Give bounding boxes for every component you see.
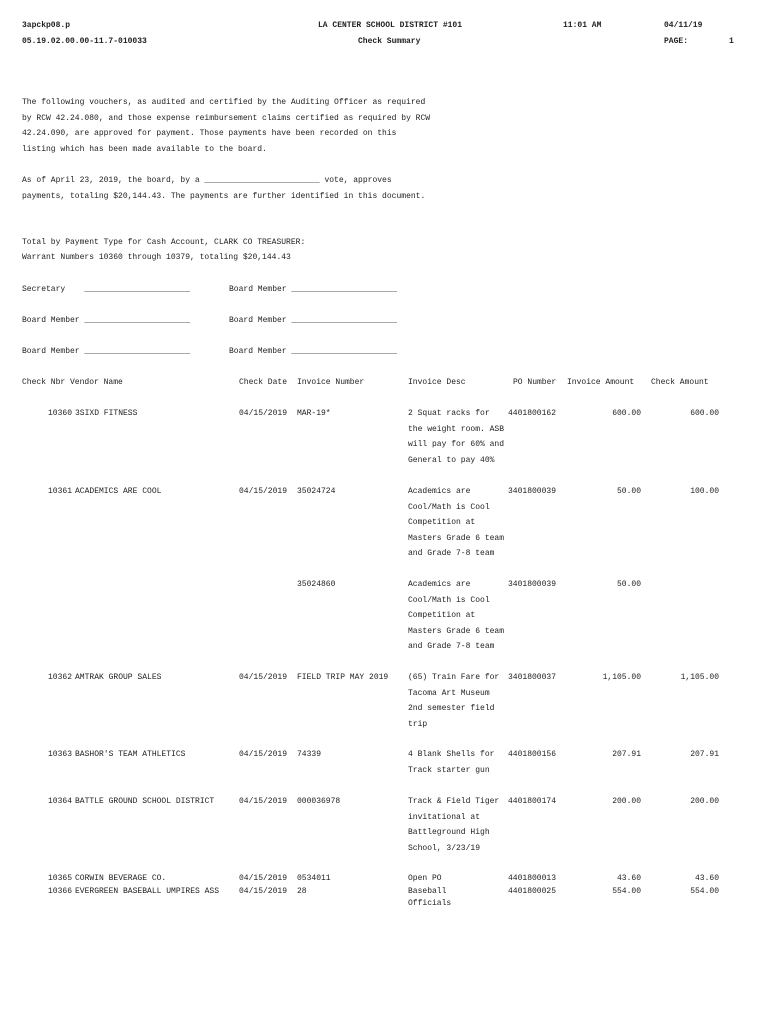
invoice-desc: Track & Field Tiger invitational at Battleground High School, 3/23/19 xyxy=(408,797,500,853)
invoice-number: 35024860 xyxy=(297,580,336,589)
signature-line-board-member: Board Member ______________________ xyxy=(229,347,398,356)
invoice-number: 74339 xyxy=(297,750,322,759)
invoice-number: MAR-19* xyxy=(297,409,331,418)
totals-line-2: Warrant Numbers 10360 through 10379, totaling $20,144.43 xyxy=(22,253,291,262)
vendor-name: BATTLE GROUND SCHOOL DISTRICT xyxy=(75,797,215,806)
header-check-date: Check Date xyxy=(239,378,288,387)
check-amount: 207.91 xyxy=(690,750,719,759)
po-number: 3401800039 xyxy=(508,487,557,496)
invoice-desc: Open PO xyxy=(408,874,442,883)
check-date: 04/15/2019 xyxy=(239,409,288,418)
po-number: 4401800013 xyxy=(508,874,557,883)
invoice-desc: Academics are Cool/Math is Cool Competition at Masters Grade 6 team and Grade 7-8 team xyxy=(408,580,505,651)
po-number: 4401800156 xyxy=(508,750,557,759)
program-version: 05.19.02.00.00-11.7-010033 xyxy=(22,37,147,46)
check-number: 10365 xyxy=(47,874,72,883)
check-date: 04/15/2019 xyxy=(239,750,288,759)
signature-line-board-member: Board Member ______________________ xyxy=(22,316,191,325)
vendor-name: 3SIXD FITNESS xyxy=(75,409,138,418)
header-po-number: PO Number xyxy=(513,378,557,387)
vendor-name: ACADEMICS ARE COOL xyxy=(75,487,162,496)
invoice-amount: 50.00 xyxy=(616,487,641,496)
check-date: 04/15/2019 xyxy=(239,673,288,682)
check-amount: 200.00 xyxy=(690,797,719,806)
invoice-amount: 554.00 xyxy=(612,887,641,896)
header-invoice-amount: Invoice Amount xyxy=(567,378,635,387)
header-invoice-desc: Invoice Desc xyxy=(408,378,466,387)
invoice-desc: Academics are Cool/Math is Cool Competition at Masters Grade 6 team and Grade 7-8 team xyxy=(408,487,505,558)
district-name: LA CENTER SCHOOL DISTRICT #101 xyxy=(318,21,463,30)
invoice-amount: 200.00 xyxy=(612,797,641,806)
report-time: 11:01 AM xyxy=(563,21,602,30)
header-invoice-number: Invoice Number xyxy=(297,378,365,387)
invoice-amount: 1,105.00 xyxy=(602,673,641,682)
vendor-name: BASHOR'S TEAM ATHLETICS xyxy=(75,750,186,759)
check-number: 10362 xyxy=(47,673,72,682)
signature-line-board-member: Board Member ______________________ xyxy=(229,316,398,325)
signature-line-secretary: Secretary ______________________ xyxy=(22,285,191,294)
check-amount: 100.00 xyxy=(690,487,719,496)
check-number: 10364 xyxy=(47,797,72,806)
invoice-desc: 2 Squat racks for the weight room. ASB will pay for 60% and General to pay 40% xyxy=(408,409,505,465)
check-amount: 1,105.00 xyxy=(680,673,719,682)
vendor-name: EVERGREEN BASEBALL UMPIRES ASS xyxy=(75,887,220,896)
signature-line-board-member: Board Member ______________________ xyxy=(22,347,191,356)
check-date: 04/15/2019 xyxy=(239,887,288,896)
check-date: 04/15/2019 xyxy=(239,487,288,496)
invoice-number: FIELD TRIP MAY 2019 xyxy=(297,673,389,682)
check-amount: 600.00 xyxy=(690,409,719,418)
check-date: 04/15/2019 xyxy=(239,874,288,883)
invoice-desc: Baseball Officials xyxy=(408,887,452,908)
invoice-desc: (65) Train Fare for Tacoma Art Museum 2nd semester field trip xyxy=(408,673,500,729)
check-date: 04/15/2019 xyxy=(239,797,288,806)
check-amount: 43.60 xyxy=(694,874,719,883)
check-number: 10366 xyxy=(47,887,72,896)
check-number: 10361 xyxy=(47,487,72,496)
invoice-number: 35024724 xyxy=(297,487,336,496)
header-check-amount: Check Amount xyxy=(651,378,709,387)
certification-paragraph: The following vouchers, as audited and certified by the Auditing Officer as required by RCW 42.24.080, and those expense reimbursement claims certified as required by RCW 42.24.090, are approved for payment. Those payments have been recorded on this listing which has been made available to the board. xyxy=(22,98,431,154)
invoice-number: 28 xyxy=(297,887,307,896)
invoice-amount: 207.91 xyxy=(612,750,641,759)
totals-line-1: Total by Payment Type for Cash Account, CLARK CO TREASURER: xyxy=(22,238,306,247)
vendor-name: CORWIN BEVERAGE CO. xyxy=(75,874,167,883)
signature-line-board-member: Board Member ______________________ xyxy=(229,285,398,294)
program-name: 3apckp08.p xyxy=(22,21,71,30)
check-amount: 554.00 xyxy=(690,887,719,896)
vendor-name: AMTRAK GROUP SALES xyxy=(75,673,162,682)
po-number: 3401800039 xyxy=(508,580,557,589)
invoice-amount: 43.60 xyxy=(616,874,641,883)
check-number: 10363 xyxy=(47,750,72,759)
report-title: Check Summary xyxy=(358,37,421,46)
po-number: 4401800025 xyxy=(508,887,557,896)
page-label: PAGE: xyxy=(664,37,689,46)
po-number: 4401800174 xyxy=(508,797,557,806)
page-number: 1 xyxy=(729,37,734,46)
po-number: 4401800162 xyxy=(508,409,557,418)
report-date: 04/11/19 xyxy=(664,21,703,30)
invoice-number: 0534011 xyxy=(297,874,331,883)
approval-paragraph: As of April 23, 2019, the board, by a ________________________ vote, approves payments, totaling $20,144.43. The payments are further identified in this document. xyxy=(22,176,426,201)
check-number: 10360 xyxy=(47,409,72,418)
invoice-number: 000036978 xyxy=(297,797,341,806)
invoice-amount: 600.00 xyxy=(612,409,641,418)
po-number: 3401800037 xyxy=(508,673,557,682)
invoice-amount: 50.00 xyxy=(616,580,641,589)
header-check-vendor: Check Nbr Vendor Name xyxy=(22,378,123,387)
invoice-desc: 4 Blank Shells for Track starter gun xyxy=(408,750,495,775)
